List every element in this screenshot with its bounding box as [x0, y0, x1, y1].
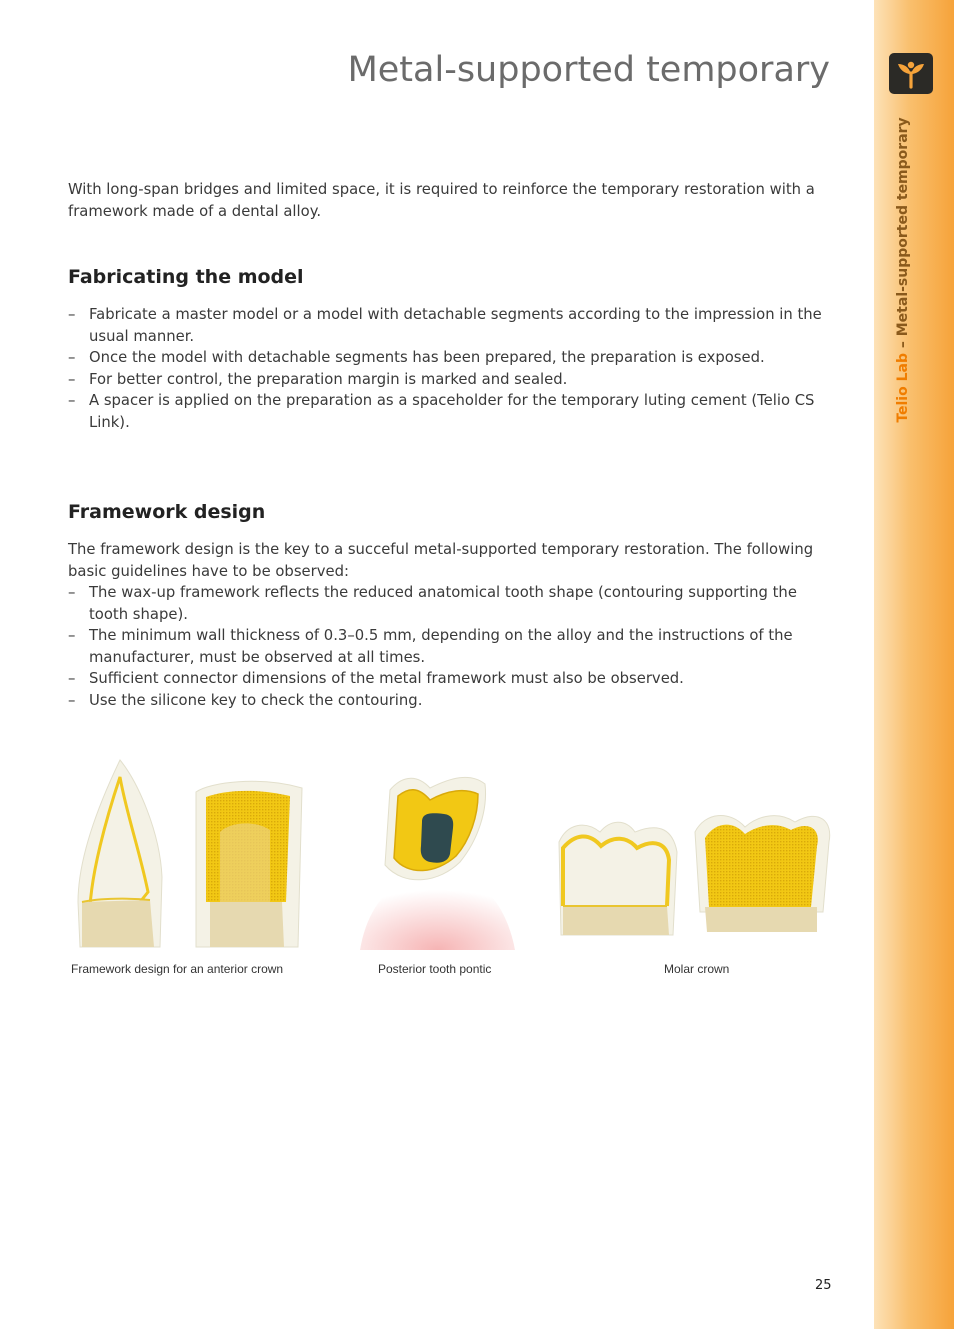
list-item: – For better control, the preparation margin is marked and sealed.	[68, 369, 830, 391]
sidebar-section: Metal-supported temporary	[895, 117, 911, 337]
list-item: – Use the silicone key to check the contouring.	[68, 690, 830, 712]
intro-block	[68, 179, 830, 223]
section-fabricating-model	[68, 266, 830, 433]
list-item: – Sufficient connector dimensions of the metal framework must also be observed.	[68, 668, 830, 690]
intro-paragraph: With long-span bridges and limited space, it is required to reinforce the temporary restoration with a framework made of a dental alloy.	[68, 181, 815, 220]
plant-sprout-icon	[889, 53, 933, 94]
model-steps-list	[68, 304, 830, 433]
list-item: – Fabricate a master model or a model with detachable segments according to the impression in the usual manner.	[68, 304, 830, 347]
figure-caption: Posterior tooth pontic	[378, 962, 492, 976]
framework-guidelines-list	[68, 582, 830, 711]
page-title: Metal-supported temporary	[347, 50, 830, 90]
section-intro: The framework design is the key to a succeful metal-supported temporary restoration. The following basic guidelines have to be observed:	[68, 541, 814, 580]
list-item: – A spacer is applied on the preparation as a spaceholder for the temporary luting cement (Telio CS Link).	[68, 390, 830, 433]
figure-caption: Framework design for an anterior crown	[71, 962, 284, 976]
section-heading: Framework design	[68, 501, 266, 523]
figure-caption: Molar crown	[664, 962, 730, 976]
sidebar-separator: –	[895, 336, 911, 353]
list-item: – The wax-up framework reflects the reduced anatomical tooth shape (contouring supporting the tooth shape).	[68, 582, 830, 625]
page-number: 25	[815, 1278, 832, 1293]
list-item: – Once the model with detachable segments has been prepared, the preparation is exposed.	[68, 347, 830, 369]
section-framework-design	[68, 501, 830, 711]
anterior-crown-illustration	[70, 752, 315, 956]
molar-crown-illustration	[555, 802, 835, 946]
posterior-pontic-illustration	[360, 770, 515, 954]
sidebar-section-label	[895, 110, 915, 430]
section-heading: Fabricating the model	[68, 266, 304, 288]
sidebar-brand: Telio Lab	[895, 353, 911, 423]
list-item: – The minimum wall thickness of 0.3–0.5 mm, depending on the alloy and the instructions of the manufacturer, must be observed at all times.	[68, 625, 830, 668]
